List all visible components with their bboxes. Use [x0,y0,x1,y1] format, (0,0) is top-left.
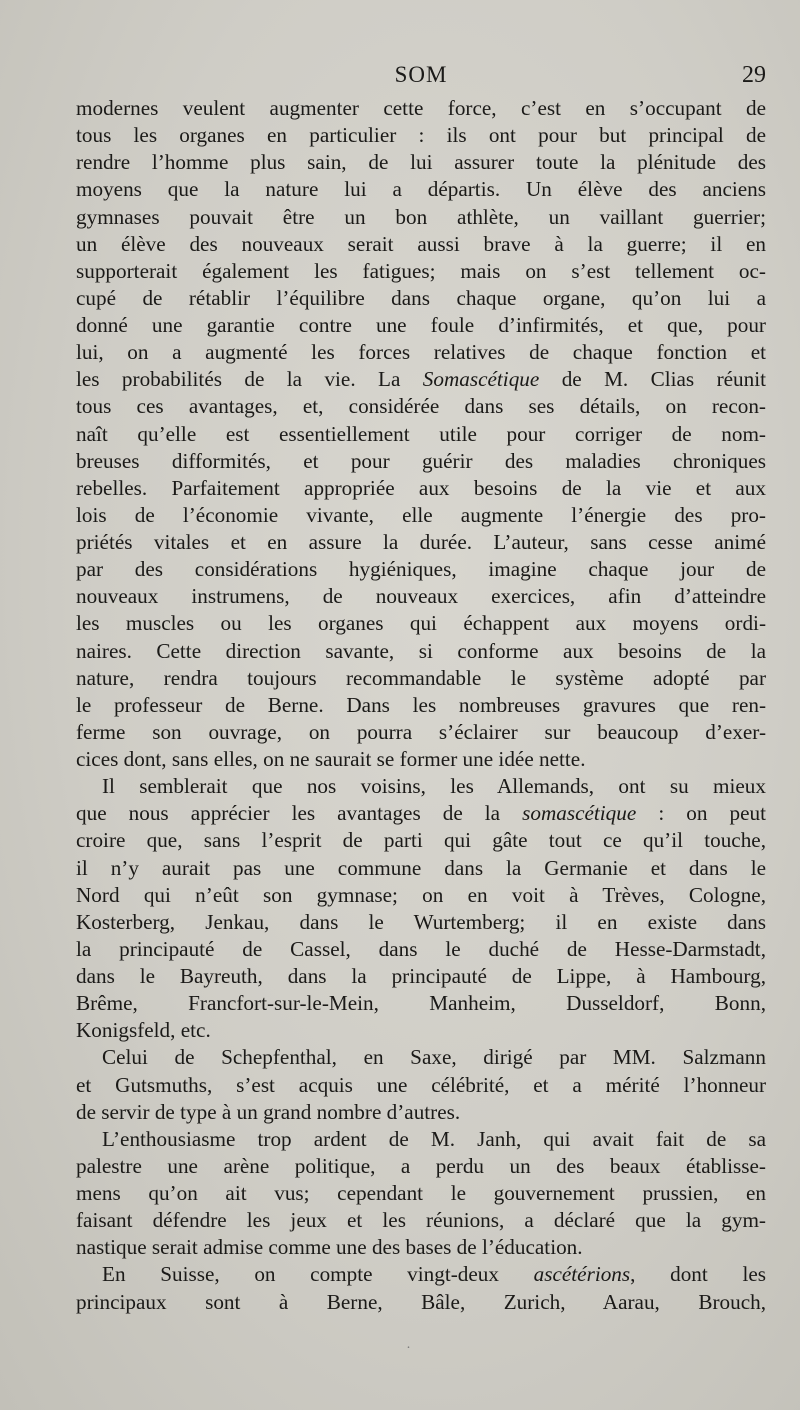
text-line: modernes veulent augmenter cette force, c’est en s’occupant de [76,96,766,120]
italic-term: Somascétique [422,367,540,392]
text-line: la principauté de Cassel, dans le duché de Hesse-Darmstadt, [76,936,766,961]
text-line: En Suisse, on compte vingt-deux ascétérions, dont les [102,1262,766,1287]
running-head: SOM [394,62,448,87]
text-line: faisant défendre les jeux et les réunions, a déclaré que la gym- [76,1208,766,1233]
text-line: dans le Bayreuth, dans la principauté de Lippe, à Hambourg, [76,964,766,988]
page-header [76,62,766,92]
text-line: naît qu’elle est essentiellement utile pour corriger de nom- [76,421,766,446]
text-line: gymnases pouvait être un bon athlète, un vaillant guerrier; [76,204,766,229]
text-line: mens qu’on ait vus; cependant le gouvernement prussien, en [76,1181,766,1205]
text-line: rebelles. Parfaitement appropriée aux besoins de la vie et aux [76,475,766,500]
text-line: naires. Cette direction savante, si conforme aux besoins de la [76,638,766,663]
text-line: priétés vitales et en assure la durée. L’auteur, sans cesse animé [76,530,766,554]
text-line: il n’y aurait pas une commune dans la Germanie et dans le [76,855,766,880]
text-line: Kosterberg, Jenkau, dans le Wurtemberg; il en existe dans [76,909,766,934]
text-line: et Gutsmuths, s’est acquis une célébrité, et a mérité l’honneur [76,1072,766,1097]
text-line: un élève des nouveaux serait aussi brave à la guerre; il en [76,231,766,256]
text-line: par des considérations hygiéniques, imagine chaque jour de [76,557,766,582]
text-line: breuses difformités, et pour guérir des maladies chroniques [76,448,766,473]
text-line: les probabilités de la vie. La Somascétique de M. Clias réunit [76,367,766,392]
text-line: Konigsfeld, etc. [76,1018,211,1043]
text-line: nastique serait admise comme une des bases de l’éducation. [76,1235,583,1260]
text-line: palestre une arène politique, a perdu un des beaux établisse- [76,1153,766,1178]
text-line: cices dont, sans elles, on ne saurait se former une idée nette. [76,747,586,771]
text-line: que nous apprécier les avantages de la somascétique : on peut [76,801,766,826]
text-line: donné une garantie contre une foule d’infirmités, et que, pour [76,313,766,337]
text-line: cupé de rétablir l’équilibre dans chaque organe, qu’on lui a [76,285,766,310]
italic-term: somascétique [522,801,637,826]
text-line: croire que, sans l’esprit de parti qui gâte tout ce qu’il touche, [76,828,766,853]
body-text [76,95,766,1316]
text-line: Brême, Francfort-sur-le-Mein, Manheim, Dusseldorf, Bonn, [76,991,766,1016]
text-line: lui, on a augmenté les forces relatives de chaque fonction et [76,340,766,365]
text-line: ferme son ouvrage, on pourra s’éclairer sur beaucoup d’exer- [76,719,766,744]
text-line: nouveaux instrumens, de nouveaux exercices, afin d’atteindre [76,584,766,609]
text-line: Nord qui n’eût son gymnase; on en voit à Trèves, Cologne, [76,882,766,907]
text-line: Il semblerait que nos voisins, les Allemands, ont su mieux [102,774,766,799]
text-line: rendre l’homme plus sain, de lui assurer toute la plénitude des [76,150,766,175]
text-line: principaux sont à Berne, Bâle, Zurich, Aarau, Brouch, [76,1289,766,1314]
text-line: tous les organes en particulier : ils ont pour but principal de [76,123,766,148]
text-line: nature, rendra toujours recommandable le système adopté par [76,665,766,690]
text-line: le professeur de Berne. Dans les nombreuses gravures que ren- [76,692,766,717]
italic-term: ascétérions [533,1262,631,1287]
text-line: tous ces avantages, et, considérée dans ses détails, on recon- [76,394,766,419]
text-line: supporterait également les fatigues; mais on s’est tellement oc- [76,258,766,283]
text-line: les muscles ou les organes qui échappent aux moyens ordi- [76,611,766,636]
page-number: 29 [742,62,766,88]
text-line: moyens que la nature lui a départis. Un élève des anciens [76,177,766,202]
text-line: Celui de Schepfenthal, en Saxe, dirigé par MM. Salzmann [102,1045,766,1070]
text-line: L’enthousiasme trop ardent de M. Janh, qui avait fait de sa [102,1126,766,1151]
page-blemish: ˙ [405,1345,412,1361]
text-line: de servir de type à un grand nombre d’autres. [76,1099,461,1124]
text-line: lois de l’économie vivante, elle augmente l’énergie des pro- [76,502,766,527]
